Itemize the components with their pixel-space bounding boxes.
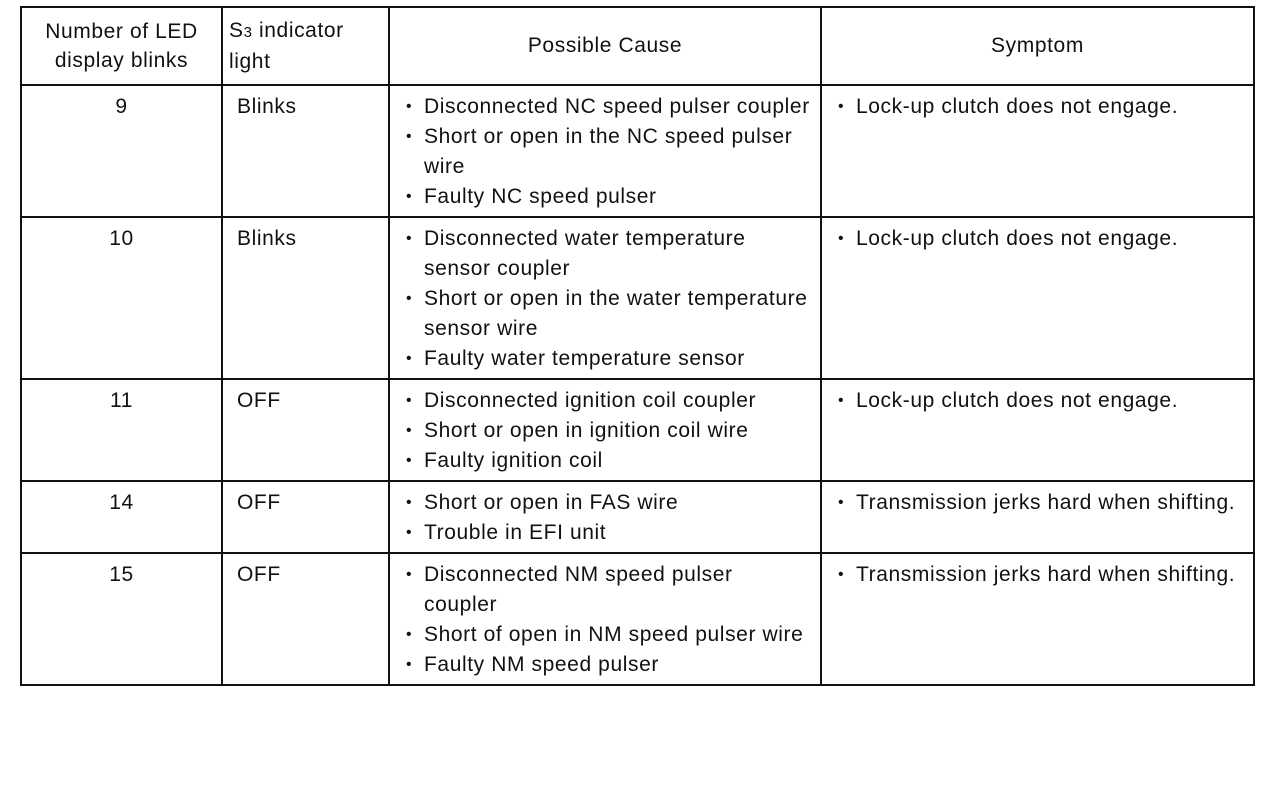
- led-blinks-cell: 14: [21, 481, 222, 553]
- symptom-item: • Lock-up clutch does not engage.: [830, 386, 1245, 416]
- cause-list: [398, 386, 812, 476]
- header-led-blinks-line1: Number of LED: [45, 20, 198, 43]
- led-blinks-cell: 10: [21, 217, 222, 379]
- cause-item: • Disconnected ignition coil coupler: [398, 386, 812, 416]
- cause-item: • Faulty ignition coil: [398, 446, 812, 476]
- led-blinks-cell: 11: [21, 379, 222, 481]
- s3-indicator-cell: OFF: [222, 553, 389, 685]
- diagnostic-table: [20, 6, 1255, 686]
- cause-list: [398, 92, 812, 212]
- cause-item: • Short or open in the water temperature sensor wire: [398, 284, 812, 344]
- symptom-item: • Transmission jerks hard when shifting.: [830, 488, 1245, 518]
- cause-item: • Short or open in the NC speed pulser wire: [398, 122, 812, 182]
- cause-item: • Disconnected water temperature sensor coupler: [398, 224, 812, 284]
- symptom-item: • Lock-up clutch does not engage.: [830, 224, 1245, 254]
- header-s3-prefix: S: [229, 19, 244, 42]
- header-s3-subscript: 3: [243, 24, 253, 41]
- header-led-blinks: [21, 7, 222, 85]
- table-header: [21, 7, 1254, 85]
- header-s3-line2: light: [229, 50, 271, 73]
- symptom-cell: [821, 217, 1254, 379]
- possible-cause-cell: [389, 217, 821, 379]
- symptom-cell: [821, 379, 1254, 481]
- header-possible-cause: Possible Cause: [389, 7, 821, 85]
- table-row: [21, 553, 1254, 685]
- table-body: [21, 85, 1254, 685]
- symptom-list: [830, 488, 1245, 518]
- possible-cause-cell: [389, 553, 821, 685]
- symptom-cell: [821, 553, 1254, 685]
- symptom-item: • Transmission jerks hard when shifting.: [830, 560, 1245, 590]
- symptom-list: [830, 224, 1245, 254]
- cause-item: • Short or open in FAS wire: [398, 488, 812, 518]
- cause-item: • Disconnected NC speed pulser coupler: [398, 92, 812, 122]
- symptom-cell: [821, 481, 1254, 553]
- s3-indicator-cell: OFF: [222, 481, 389, 553]
- cause-item: • Faulty NC speed pulser: [398, 182, 812, 212]
- table-row: [21, 85, 1254, 217]
- symptom-list: [830, 92, 1245, 122]
- s3-indicator-cell: Blinks: [222, 217, 389, 379]
- s3-indicator-cell: OFF: [222, 379, 389, 481]
- s3-indicator-cell: Blinks: [222, 85, 389, 217]
- cause-list: [398, 488, 812, 548]
- cause-item: • Faulty water temperature sensor: [398, 344, 812, 374]
- possible-cause-cell: [389, 481, 821, 553]
- symptom-cell: [821, 85, 1254, 217]
- cause-item: • Short or open in ignition coil wire: [398, 416, 812, 446]
- header-row: [21, 7, 1254, 85]
- table-row: [21, 481, 1254, 553]
- cause-item: • Disconnected NM speed pulser coupler: [398, 560, 812, 620]
- table-row: [21, 379, 1254, 481]
- cause-list: [398, 560, 812, 680]
- symptom-list: [830, 386, 1245, 416]
- led-blinks-cell: 15: [21, 553, 222, 685]
- header-symptom: Symptom: [821, 7, 1254, 85]
- header-s3-line1: indicator: [252, 19, 344, 42]
- symptom-item: • Lock-up clutch does not engage.: [830, 92, 1245, 122]
- header-s3-indicator: [222, 7, 389, 85]
- cause-item: • Short of open in NM speed pulser wire: [398, 620, 812, 650]
- cause-item: • Faulty NM speed pulser: [398, 650, 812, 680]
- led-blinks-cell: 9: [21, 85, 222, 217]
- header-led-blinks-line2: display blinks: [54, 49, 189, 72]
- cause-list: [398, 224, 812, 374]
- table-row: [21, 217, 1254, 379]
- cause-item: • Trouble in EFI unit: [398, 518, 812, 548]
- symptom-list: [830, 560, 1245, 590]
- possible-cause-cell: [389, 379, 821, 481]
- possible-cause-cell: [389, 85, 821, 217]
